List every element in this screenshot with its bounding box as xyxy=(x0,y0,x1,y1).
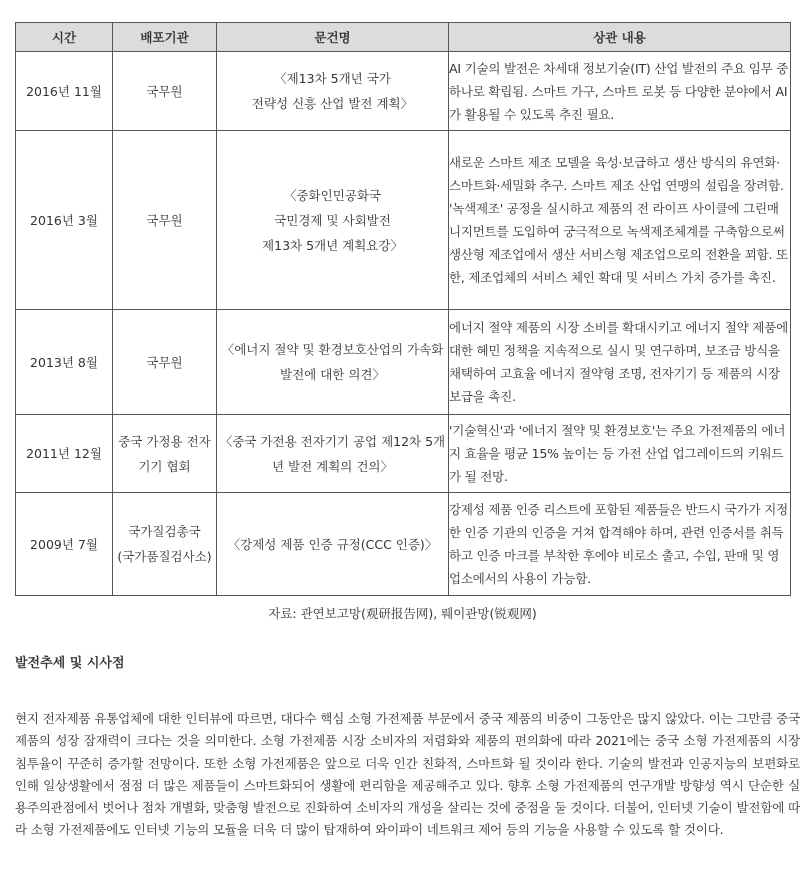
cell-document xyxy=(217,493,449,596)
document-line: 〈에너지 절약 및 환경보호산업의 가속화 발전에 대한 의견〉 xyxy=(221,342,444,382)
table-row xyxy=(16,52,791,131)
header-time: 시간 xyxy=(16,23,113,52)
section-title: 발전추세 및 시사점 xyxy=(15,656,125,671)
table-row xyxy=(16,310,791,415)
cell-content: AI 기술의 발전은 차세대 정보기술(IT) 산업 발전의 주요 임무 중 하나로 확립됨. 스마트 가구, 스마트 로봇 등 다양한 분야에서 AI가 활용될 수 있도록 추진 필요. xyxy=(449,52,791,131)
section-paragraph: 현지 전자제품 유통업체에 대한 인터뷰에 따르면, 대다수 핵심 소형 가전제품 부문에서 중국 제품의 비중이 그동안은 많지 않았다. 이는 그만큼 중국 제품의 성장 잠재력이 크다는 것을 의미한다. 소형 가전제품 시장 소비자의 저렴화와 제품의 편의화에 따라 2021에는 중국 소형 가전제품의 시장 침투율이 꾸준히 증가할 전망이다. 또한 소형 가전제품은 앞으로 더욱 인간 친화적, 스마트화 될 것이라 한다. 기술의 발전과 인공지능의 보편화로 인해 일상생활에서 점점 더 많은 제품들이 스마트화되어 생활에 편리함을 제공해주고 있다. 향후 소형 가전제품의 연구개발 방향성 역시 단순한 실용주의관점에서 벗어나 점차 개별화, 맞춤형 발전으로 진화하여 소비자의 개성을 살리는 것에 중점을 둘 것이다. 더불어, 인터넷 기술이 발전함에 따라 소형 가전제품에도 인터넷 기능의 모듈을 더욱 더 많이 탑재하여 와이파이 네트워크 제어 등의 기능을 사용할 수 있도록 할 것이다. xyxy=(15,711,800,838)
cell-time: 2016년 11월 xyxy=(16,52,113,131)
table-source-caption: 자료: 관연보고망(观研报告网), 뤠이관망(锐观网) xyxy=(268,606,537,621)
document-line: 〈제13차 5개년 국가 xyxy=(274,71,391,86)
cell-agency: 국가질검총국 (국가품질검사소) xyxy=(113,493,217,596)
cell-time: 2009년 7월 xyxy=(16,493,113,596)
cell-time: 2016년 3월 xyxy=(16,131,113,310)
cell-agency: 국무원 xyxy=(113,52,217,131)
cell-agency: 국무원 xyxy=(113,310,217,415)
cell-agency: 국무원 xyxy=(113,131,217,310)
cell-document xyxy=(217,52,449,131)
cell-content: 강제성 제품 인증 리스트에 포함된 제품들은 반드시 국가가 지정한 인증 기관의 인증을 거쳐 합격해야 하며, 관련 인증서를 취득하고 인증 마크를 부착한 후에야 비로소 출고, 수입, 판매 및 영업소에서의 사용이 가능함. xyxy=(449,493,791,596)
cell-document xyxy=(217,310,449,415)
document-line: 전략성 신흥 산업 발전 계획〉 xyxy=(251,96,414,111)
table-row xyxy=(16,415,791,493)
cell-content: 새로운 스마트 제조 모델을 육성·보급하고 생산 방식의 유연화·스마트화·세밀화 추구. 스마트 제조 산업 연맹의 설립을 장려함. '녹색제조' 공정을 실시하고 제품의 전 라이프 사이클에 그린매니지먼트를 도입하여 궁극적으로 녹색제조체계를 구축함으로써 생산형 제조업에서 생산 서비스형 제조업으로의 전환을 꾀함. 또한, 제조업체의 서비스 체인 확대 및 서비스 가치 증가를 촉진. xyxy=(449,131,791,310)
cell-content: 에너지 절약 제품의 시장 소비를 확대시키고 에너지 절약 제품에 대한 혜민 정책을 지속적으로 실시 및 연구하며, 보조금 방식을 채택하여 고효율 에너지 절약형 조명, 전자기기 등 제품의 시장 보급을 촉진. xyxy=(449,310,791,415)
document-line: 제13차 5개년 계획요강〉 xyxy=(262,237,403,253)
table-header-row xyxy=(16,23,791,52)
cell-time: 2013년 8월 xyxy=(16,310,113,415)
cell-time: 2011년 12월 xyxy=(16,415,113,493)
document-line: 국민경제 및 사회발전 xyxy=(274,212,391,228)
table-row xyxy=(16,493,791,596)
header-content: 상관 내용 xyxy=(449,23,791,52)
cell-content: '기술혁신'과 '에너지 절약 및 환경보호'는 주요 가전제품의 에너지 효율을 평균 15% 높이는 등 가전 산업 업그레이드의 키워드가 될 전망. xyxy=(449,415,791,493)
table-row xyxy=(16,131,791,310)
document-line: 〈중화인민공화국 xyxy=(283,187,382,203)
cell-document xyxy=(217,131,449,310)
policy-table xyxy=(15,22,791,596)
header-document: 문건명 xyxy=(217,23,449,52)
header-agency: 배포기관 xyxy=(113,23,217,52)
document-line: 〈중국 가전용 전자기기 공업 제12차 5개년 발전 계획의 건의〉 xyxy=(219,433,446,474)
document-line: 〈강제성 제품 인증 규정(CCC 인증)〉 xyxy=(227,536,438,552)
cell-document xyxy=(217,415,449,493)
cell-agency: 중국 가정용 전자기기 협회 xyxy=(113,415,217,493)
